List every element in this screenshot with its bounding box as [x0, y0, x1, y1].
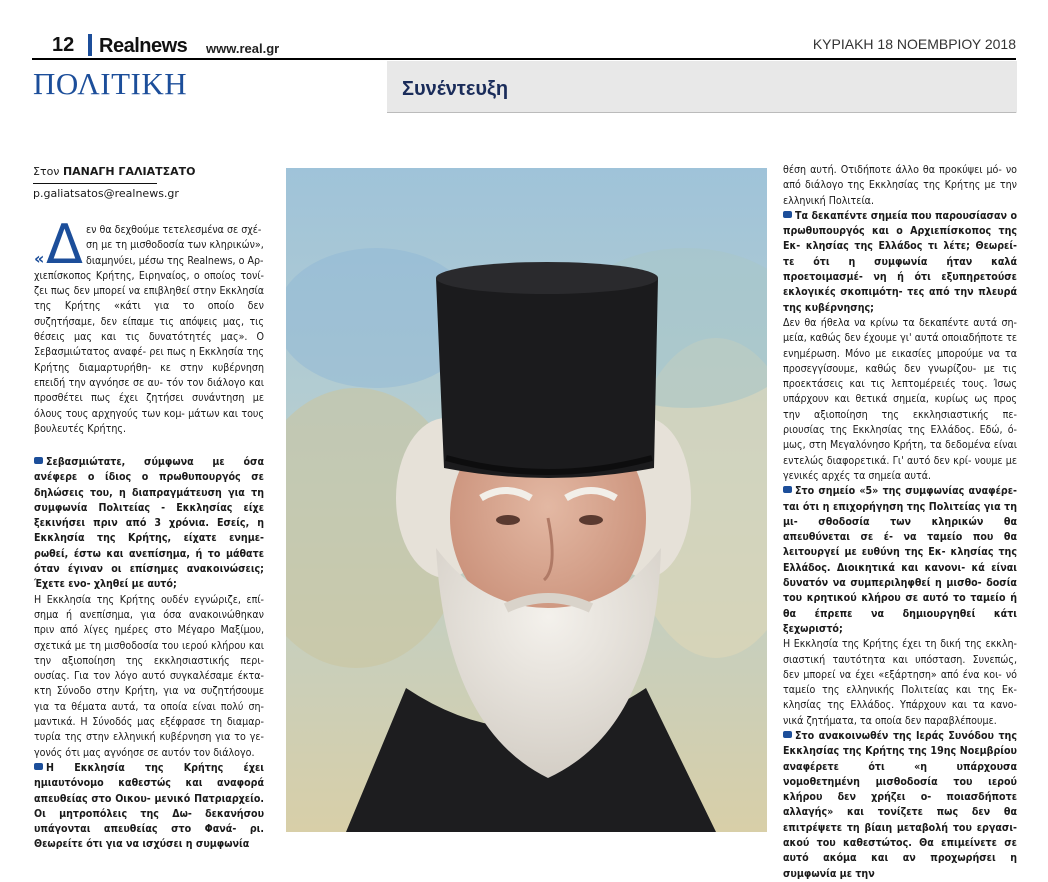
header-rule	[32, 58, 1016, 60]
band-rule	[387, 112, 1016, 113]
section-title: ΠΟΛΙΤΙΚΗ	[33, 66, 188, 101]
section-type: Συνέντευξη	[402, 78, 509, 100]
qa-column-left	[34, 455, 264, 853]
page-number: 12	[52, 34, 75, 56]
question-marker-icon	[783, 486, 792, 493]
author-email: p.galiatsatos@realnews.gr	[33, 187, 179, 200]
question: Στο ανακοινωθέν της Ιεράς Συνόδου της Εκκλησίας της Κρήτης της 19ης Νοεμβρίου αναφέρετε ότι «η υπάρχουσα νομοθετημένη μισθοδοσία του ιερού κλήρου δεν χρήζει ο- ποιασδήποτε αλλαγής» και τονίζετε πως δεν θα επιτρέψετε τη βίαιη μεταβολή του εργασι- ακού του καθεστώτος. Θα επιμείνετε σε αυτό ακόμα και αν προχωρήσει η συμφωνία με την	[783, 729, 1017, 880]
question: Η Εκκλησία της Κρήτης έχει ημιαυτόνομο καθεστώς και αναφορά απευθείας στο Οικου- μενικό Πατριαρχείο. Οι μητροπόλεις της Δω- δεκανήσου υπάγονται απευθείας στο Φανά- ρι. Θεωρείτε ότι για να ισχύσει η συμφωνία	[34, 761, 264, 851]
issue-date: ΚΥΡΙΑΚΗ 18 ΝΟΕΜΒΡΙΟΥ 2018	[812, 36, 1016, 52]
dropcap: Δ	[46, 213, 83, 276]
byline-author: ΠΑΝΑΓΗ ΓΑΛΙΑΤΣΑΤΟ	[62, 165, 196, 178]
answer: Δεν θα ήθελα να κρίνω τα δεκαπέντε αυτά ση- μεία, καθώς δεν έχουμε γι' αυτά οποιαδήποτε τε ενημέρωση. Μόνο με εικασίες μπορούμε να τα προσεγγίσουμε, καθώς δεν γνωρίζου- με τις προεκτάσεις και τις λεπτομέρειές τους. Ίσως υπάρχουν και θετικά σημεία, κυρίως ως προς την αξιοποίηση της εκκλησιαστικής πε- ριουσίας της Εκκλησίας της Ελλάδος. Εδώ, ό- μως, στη Μεγαλόνησο Κρήτη, τα δεδομένα είναι εντελώς διαφορετικά. Γι' αυτό δεν κρί- νουμε με γενικές αρχές τα σημεία αυτά.	[783, 316, 1017, 482]
lead-line: εν θα δεχθούμε τετελεσμένα σε σχέ-	[86, 224, 262, 236]
lead-paragraph	[34, 213, 264, 437]
answer: θέση αυτή. Οτιδήποτε άλλο θα προκύψει μό- νο από διάλογο της Εκκλησίας της Κρήτης με την ελληνική Πολιτεία.	[783, 164, 1017, 207]
answer: Η Εκκλησία της Κρήτης έχει τη δική της εκκλη- σιαστική ταυτότητα και υπόσταση. Συνεπώς, δεν μπορεί να έχει «εξάρτηση» από ένα κοι- νό ταμείο της ελληνικής Πολιτείας και της Εκ- κλησίας της Ελλάδος. Υπάρχουν και τα κανο- νικά ζητήματα, τα οποία δεν παραβλέπουμε.	[783, 638, 1017, 727]
question-marker-icon	[783, 731, 792, 738]
question-marker-icon	[783, 211, 792, 218]
question: Τα δεκαπέντε σημεία που παρουσίασαν ο πρωθυπουργός και ο Αρχιεπίσκοπος της Εκ- κλησίας της Ελλάδος τι λέτε; Θεωρεί- τε ότι η συμφωνία ήταν καλά προετοιμασμέ- νη ή ότι εξυπηρετούσε εκλογικές σκοπιμότη- τες από την πλευρά της κυβέρνησης;	[783, 209, 1017, 314]
lead-line: ση με τη μισθοδοσία των κληρικών»,	[86, 239, 264, 252]
lead-quote-mark: «	[34, 249, 45, 268]
qa-column-right	[783, 163, 1017, 882]
question: Στο σημείο «5» της συμφωνίας αναφέρε- ται ότι η επιχορήγηση της Πολιτείας για τη μι- σθοδοσία των κληρικών θα απευθύνεται σε έ- να ταμείο που θα λειτουργεί με ευθύνη της Εκ- κλησίας της Ελλάδος. Διοικητικά και κανονι- κά είναι δυνατόν να συμπεριληφθεί η μισθο- δοσία του κρητικού κλήρου σε αυτό το ταμείο ή θα έπρεπε να δημιουργηθεί κάτι ξεχωριστό;	[783, 485, 1017, 635]
lead-rest: χιεπίσκοπος Κρήτης, Ειρηναίος, ο οποίος τονί- ζει πως δεν μπορεί να επιβληθεί στην Εκκλησία της Κρήτης «κάτι για το οποίο δεν συζητήσαμε, δεν είπαμε τις απόψεις μας, τις θέσεις μας και τις δυνατότητές μας». Ο Σεβασμιώτατος αναφέ- ρει πως η Εκκλησία της Κρήτης διαμαρτυρήθη- κε στην κυβέρνηση επειδή την αγνόησε σε αυ- τόν τον διάλογο και προσθέτει πως έχει ζητήσει συνάντηση με όλους τους αρχηγούς των κομ- μάτων και τους βουλευτές Κρήτης.	[34, 269, 264, 435]
byline-rule	[33, 183, 157, 184]
question: Σεβασμιώτατε, σύμφωνα με όσα ανέφερε ο ίδιος ο πρωθυπουργός σε δηλώσεις του, η διαπραγμάτευση για τη συμφωνία Πολιτείας - Εκκλησίας είχε ξεκινήσει πριν από 3 χρόνια. Εσείς, η Εκκλησία της Κρήτης, είχατε ενημε- ρωθεί, έστω και ανεπίσημα, ή το μάθατε όταν έγιναν οι επίσημες ανακοινώσεις; Έχετε ενο- χληθεί με αυτό;	[34, 456, 264, 591]
byline	[33, 165, 195, 178]
portrait-photo	[286, 168, 767, 832]
question-marker-icon	[34, 763, 43, 770]
header-separator	[88, 34, 92, 56]
question-marker-icon	[34, 457, 43, 464]
answer: Η Εκκλησία της Κρήτης ουδέν εγνώριζε, επί- σημα ή ανεπίσημα, για όσα ανακοινώθηκαν πριν από λίγες ημέρες στο Μέγαρο Μαξίμου, σχετικά με τη μισθοδοσία του ιερού κλήρου και την αξιοποίηση της εκκλησιαστικής περι- ουσίας. Για τον λόγο αυτό συγκαλέσαμε έκτα- κτη Σύνοδο στην Κρήτη, για να συζητήσουμε για τα θέματα αυτά, τα οποία είναι πολύ ση- μαντικά. Η Σύνοδός μας εξέφρασε τη διαμαρ- τυρία της στην ελληνική κυβέρνηση για το γε- γονός ότι μας αγνόησε σε αυτόν τον διάλογο.	[34, 593, 264, 759]
byline-prefix: Στον	[33, 165, 63, 178]
brand-logo: Realnews	[99, 35, 188, 57]
lead-line: διαμηνύει, μέσω της Realnews, ο Αρ-	[86, 254, 264, 267]
site-url: www.real.gr	[206, 41, 280, 56]
